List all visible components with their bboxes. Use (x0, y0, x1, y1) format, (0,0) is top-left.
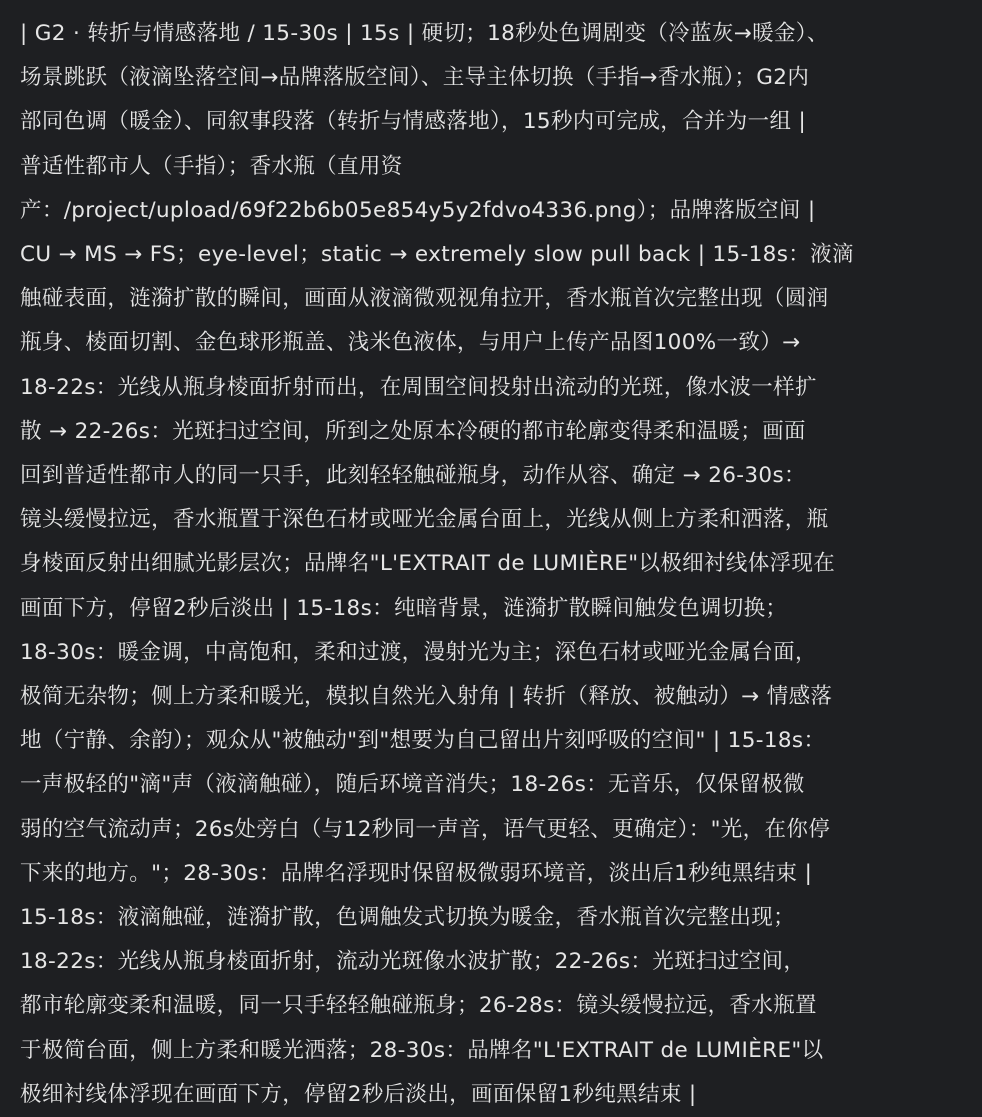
text-line: 镜头缓慢拉远，香水瓶置于深色石材或哑光金属台面上，光线从侧上方柔和洒落，瓶 (20, 507, 829, 533)
text-line: 回到普适性都市人的同一只手，此刻轻轻触碰瓶身，动作从容、确定 → 26-30s： (20, 463, 806, 489)
text-line: 散 → 22-26s：光斑扫过空间，所到之处原本冷硬的都市轮廓变得柔和温暖；画面 (20, 418, 806, 444)
text-line: 地（宁静、余韵）；观众从"被触动"到"想要为自己留出片刻呼吸的空间" | 15-18s： (20, 728, 826, 754)
text-line: 于极简台面，侧上方柔和暖光洒落；28-30s：品牌名"L'EXTRAIT de LUMIÈRE"以 (20, 1037, 824, 1063)
text-line: 18-30s：暖金调，中高饱和，柔和过渡，漫射光为主；深色石材或哑光金属台面， (20, 639, 817, 665)
text-line: 瓶身、棱面切割、金色球形瓶盖、浅米色液体，与用户上传产品图100%一致）→ (20, 330, 801, 356)
text-line: 极细衬线体浮现在画面下方，停留2秒后淡出，画面保留1秒纯黑结束 | (20, 1081, 697, 1107)
text-line: 画面下方，停留2秒后淡出 | 15-18s：纯暗背景，涟漪扩散瞬间触发色调切换； (20, 595, 788, 621)
text-line: CU → MS → FS；eye-level；static → extremely slow pull back | 15-18s：液滴 (20, 242, 854, 268)
text-line: | G2 · 转折与情感落地 / 15-30s | 15s | 硬切；18秒处色调剧变（冷蓝灰→暖金）、 (20, 21, 829, 46)
text-line: 产：/project/upload/69f22b6b05e854y5y2fdvo4336.png）；品牌落版空间 | (20, 197, 816, 223)
text-line: 下来的地方。"；28-30s：品牌名浮现时保留极微弱环境音，淡出后1秒纯黑结束 | (20, 860, 813, 886)
text-line: 18-22s：光线从瓶身棱面折射，流动光斑像水波扩散；22-26s：光斑扫过空间， (20, 949, 806, 975)
text-line: 场景跳跃（液滴坠落空间→品牌落版空间）、主导主体切换（手指→香水瓶）；G2内 (20, 65, 810, 91)
text-line: 弱的空气流动声；26s处旁白（与12秒同一声音，语气更轻、更确定）："光，在你停 (20, 816, 831, 842)
text-line: 15-18s：液滴触碰，涟漪扩散，色调触发式切换为暖金，香水瓶首次完整出现； (20, 905, 795, 931)
text-line: 极简无杂物；侧上方柔和暖光，模拟自然光入射角 | 转折（释放、被触动）→ 情感落 (20, 684, 833, 710)
text-line: 触碰表面，涟漪扩散的瞬间，画面从液滴微观视角拉开，香水瓶首次完整出现（圆润 (20, 286, 829, 312)
text-line: 18-22s：光线从瓶身棱面折射而出，在周围空间投射出流动的光斑，像水波一样扩 (20, 374, 817, 400)
text-line: 身棱面反射出细腻光影层次；品牌名"L'EXTRAIT de LUMIÈRE"以极细衬线体浮现在 (20, 551, 836, 577)
text-line: 部同色调（暖金）、同叙事段落（转折与情感落地），15秒内可完成，合并为一组 | (20, 109, 807, 135)
text-line: 一声极轻的"滴"声（液滴触碰），随后环境音消失；18-26s：无音乐，仅保留极微 (20, 772, 805, 798)
text-line: 普适性都市人（手指）；香水瓶（直用资 (20, 153, 403, 179)
text-line: 都市轮廓变柔和温暖，同一只手轻轻触碰瓶身；26-28s：镜头缓慢拉远，香水瓶置 (20, 993, 817, 1019)
